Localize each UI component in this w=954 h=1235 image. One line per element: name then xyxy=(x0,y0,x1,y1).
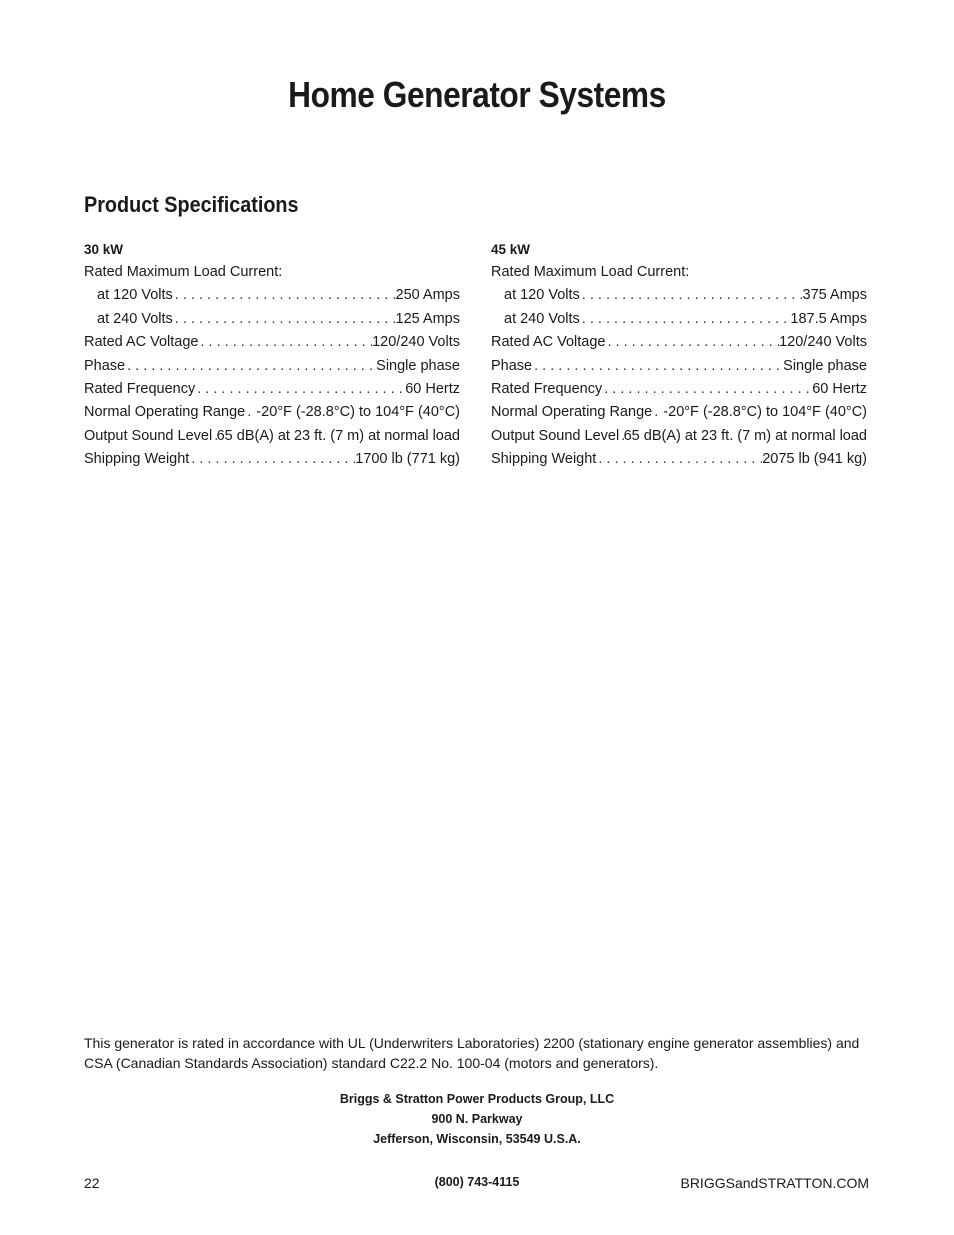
spec-row xyxy=(491,401,867,424)
company-city: Jefferson, Wisconsin, 53549 U.S.A. xyxy=(373,1132,581,1146)
spec-value: 60 Hertz xyxy=(812,380,867,397)
spec-row xyxy=(491,378,867,401)
spec-label: Rated Frequency xyxy=(491,380,603,397)
dot-leader xyxy=(596,448,762,471)
spec-value: 187.5 Amps xyxy=(790,310,867,327)
company-name: Briggs & Stratton Power Products Group, LLC xyxy=(339,1092,615,1106)
spec-label: Normal Operating Range xyxy=(491,404,653,421)
spec-row xyxy=(84,331,460,354)
page-title: Home Generator Systems xyxy=(288,74,666,115)
dot-leader xyxy=(245,401,256,424)
dot-leader xyxy=(173,284,396,307)
spec-label: at 240 Volts xyxy=(504,310,580,327)
spec-label: Phase xyxy=(84,357,126,374)
dot-leader xyxy=(652,401,663,424)
spec-label: Rated AC Voltage xyxy=(84,334,199,351)
spec-value: Single phase xyxy=(376,357,460,374)
spec-value: -20°F (-28.8°C) to 104°F (40°C) xyxy=(663,404,867,421)
spec-row xyxy=(491,261,867,284)
spec-value: 1700 lb (771 kg) xyxy=(355,451,460,468)
dot-leader xyxy=(195,378,405,401)
spec-label: at 120 Volts xyxy=(504,287,580,304)
spec-label: Rated Maximum Load Current: xyxy=(491,264,690,280)
spec-value: 250 Amps xyxy=(395,287,460,304)
spec-row xyxy=(491,425,867,448)
spec-row xyxy=(491,308,867,331)
spec-label: Shipping Weight xyxy=(84,451,190,468)
spec-value: 65 dB(A) at 23 ft. (7 m) at normal load xyxy=(216,427,460,444)
dot-leader xyxy=(532,355,783,378)
spec-row xyxy=(491,355,867,378)
dot-leader xyxy=(580,284,803,307)
spec-row xyxy=(84,284,460,307)
spec-label: Output Sound Level xyxy=(84,427,213,444)
spec-row xyxy=(84,448,460,471)
spec-row xyxy=(491,448,867,471)
spec-column-30kw xyxy=(84,238,460,472)
dot-leader xyxy=(198,331,372,354)
spec-value: Single phase xyxy=(783,357,867,374)
spec-value: -20°F (-28.8°C) to 104°F (40°C) xyxy=(256,404,460,421)
spec-value: 120/240 Volts xyxy=(372,334,460,351)
certification-note: This generator is rated in accordance with UL (Underwriters Laboratories) 2200 (stationary engine generator assemblies) and CSA (Canadian Standards Association) standard C22.2 No. 100-04 (motors and generators). xyxy=(84,1035,860,1071)
page-number: 22 xyxy=(84,1175,100,1191)
spec-row xyxy=(84,378,460,401)
spec-row xyxy=(84,261,460,284)
spec-value: 120/240 Volts xyxy=(779,334,867,351)
spec-value: 125 Amps xyxy=(395,310,460,327)
spec-heading: 45 kW xyxy=(491,242,531,257)
spec-label: Output Sound Level xyxy=(491,427,620,444)
spec-row xyxy=(491,331,867,354)
spec-row xyxy=(84,355,460,378)
dot-leader xyxy=(189,448,355,471)
spec-value: 375 Amps xyxy=(802,287,867,304)
spec-column-45kw xyxy=(491,238,867,472)
spec-heading: 30 kW xyxy=(84,242,124,257)
spec-value: 65 dB(A) at 23 ft. (7 m) at normal load xyxy=(623,427,867,444)
dot-leader xyxy=(173,308,396,331)
dot-leader xyxy=(602,378,812,401)
section-heading: Product Specifications xyxy=(84,192,299,217)
spec-label: Phase xyxy=(491,357,533,374)
spec-label: Rated AC Voltage xyxy=(491,334,606,351)
spec-value: 2075 lb (941 kg) xyxy=(762,451,867,468)
dot-leader xyxy=(125,355,376,378)
spec-label: Normal Operating Range xyxy=(84,404,246,421)
dot-leader xyxy=(605,331,779,354)
spec-row xyxy=(84,425,460,448)
website-link[interactable]: BRIGGSandSTRATTON.COM xyxy=(680,1175,869,1191)
phone-number: (800) 743-4115 xyxy=(434,1175,520,1189)
spec-label: Shipping Weight xyxy=(491,451,597,468)
spec-row xyxy=(84,308,460,331)
spec-label: at 120 Volts xyxy=(97,287,173,304)
spec-value: 60 Hertz xyxy=(405,380,460,397)
spec-row xyxy=(491,284,867,307)
spec-label: Rated Frequency xyxy=(84,380,196,397)
spec-row xyxy=(84,401,460,424)
company-street: 900 N. Parkway xyxy=(431,1112,523,1126)
spec-label: Rated Maximum Load Current: xyxy=(84,264,283,280)
dot-leader xyxy=(580,308,791,331)
spec-label: at 240 Volts xyxy=(97,310,173,327)
